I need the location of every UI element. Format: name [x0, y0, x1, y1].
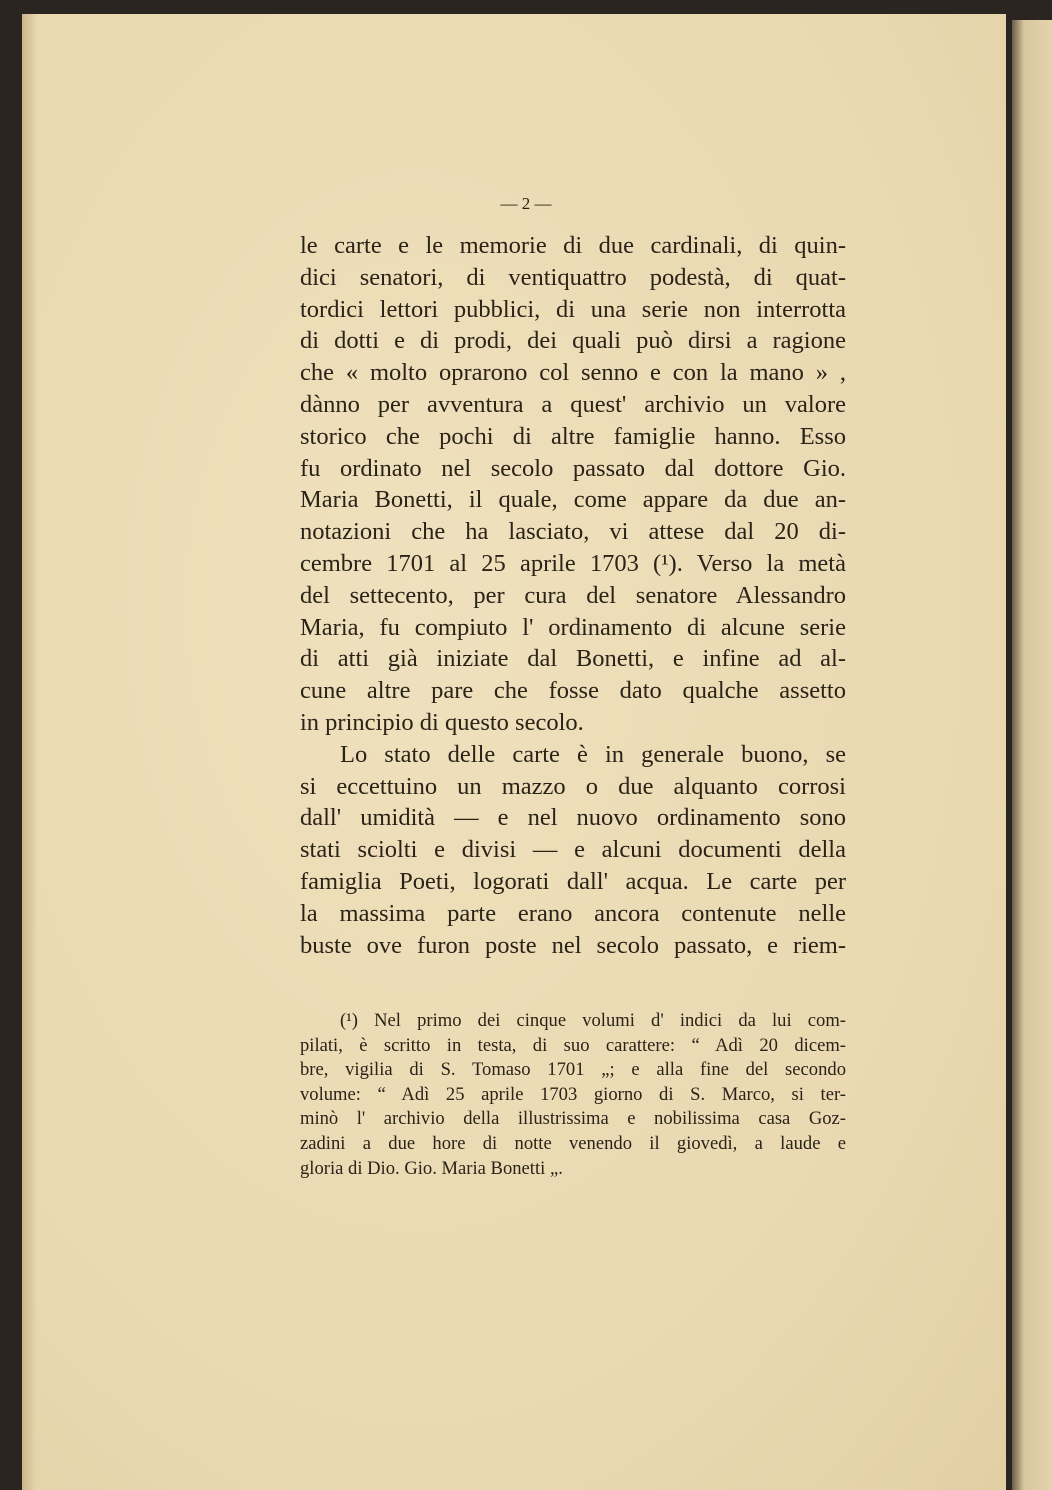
text-line: le carte e le memorie di due cardinali, di quin-: [300, 232, 846, 259]
footnote-line: (¹) Nel primo dei cinque volumi d' indici da lui com-: [340, 1010, 846, 1031]
text-line: del settecento, per cura del senatore Alessandro: [300, 581, 846, 609]
text-line: dici senatori, di ventiquattro podestà, di quat-: [300, 263, 846, 291]
text-line: fu ordinato nel secolo passato dal dottore Gio.: [300, 454, 846, 482]
footnote-line: volume: “ Adì 25 aprile 1703 giorno di S. Marco, si ter-: [300, 1083, 846, 1105]
footnote-line: minò l' archivio della illustrissima e nobilissima casa Goz-: [300, 1108, 846, 1130]
text-line: famiglia Poeti, logorati dall' acqua. Le carte per: [300, 867, 846, 895]
text-line: si eccettuino un mazzo o due alquanto corrosi: [300, 772, 846, 800]
footnote-line: pilati, è scritto in testa, di suo carattere: “ Adì 20 dicem-: [300, 1034, 846, 1056]
footnote-line: zadini a due hore di notte venendo il giovedì, a laude e: [300, 1132, 846, 1154]
text-line: dall' umidità — e nel nuovo ordinamento sono: [300, 804, 846, 832]
text-line: buste ove furon poste nel secolo passato, e riem-: [300, 931, 846, 959]
text-line: di dotti e di prodi, dei quali può dirsi a ragione: [300, 327, 846, 355]
footnote-line: gloria di Dio. Gio. Maria Bonetti „.: [300, 1157, 563, 1179]
text-line: stati sciolti e divisi — e alcuni documenti della: [300, 836, 846, 864]
text-line: che « molto oprarono col senno e con la mano » ,: [300, 359, 846, 387]
text-line: notazioni che ha lasciato, vi attese dal 20 di-: [300, 518, 846, 546]
text-line: Maria Bonetti, il quale, come appare da due an-: [300, 486, 846, 514]
text-line: cembre 1701 al 25 aprile 1703 (¹). Verso la metà: [300, 549, 846, 577]
text-line: in principio di questo secolo.: [300, 708, 584, 736]
page-edge: [22, 14, 36, 1490]
text-line: storico che pochi di altre famiglie hanno. Esso: [300, 422, 846, 450]
footnote-line: bre, vigilia di S. Tomaso 1701 „; e alla fine del secondo: [300, 1059, 846, 1081]
page-number: — 2 —: [500, 194, 552, 213]
adjacent-page-edge: [1012, 20, 1052, 1490]
text-line: Lo stato delle carte è in generale buono, se: [340, 740, 846, 768]
text-line: Maria, fu compiuto l' ordinamento di alcune serie: [300, 613, 846, 641]
text-line: di atti già iniziate dal Bonetti, e infine ad al-: [300, 645, 846, 673]
text-line: cune altre pare che fosse dato qualche assetto: [300, 677, 846, 705]
text-line: tordici lettori pubblici, di una serie non interrotta: [300, 295, 846, 323]
footnote: [300, 1009, 846, 1181]
body-text: [300, 230, 846, 961]
text-line: la massima parte erano ancora contenute nelle: [300, 899, 846, 927]
text-line: dànno per avventura a quest' archivio un valore: [300, 390, 846, 418]
